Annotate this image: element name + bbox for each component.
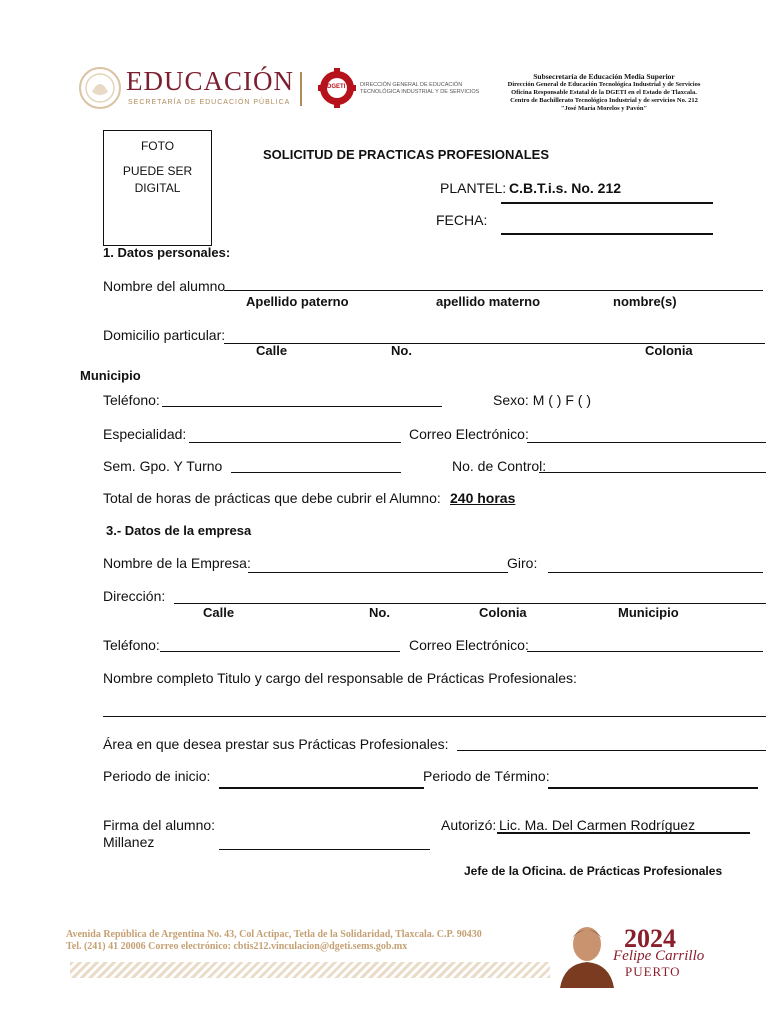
especialidad-label: Especialidad: <box>103 426 187 442</box>
especialidad-field[interactable] <box>189 442 401 443</box>
section-personal-data-heading: 1. Datos personales: <box>103 245 231 260</box>
control-field[interactable] <box>539 472 766 473</box>
horas-label: Total de horas de prácticas que debe cubrir el Alumno: <box>103 490 441 506</box>
inicio-field[interactable] <box>219 787 424 789</box>
millanez-text: Millanez <box>103 834 155 850</box>
right-header-line1: Subsecretaría de Educación Media Superior <box>533 72 675 81</box>
termino-field[interactable] <box>548 787 758 789</box>
giro-field[interactable] <box>548 572 763 573</box>
sexo-label[interactable]: Sexo: M ( ) F ( ) <box>493 392 591 408</box>
apellido-paterno-caption: Apellido paterno <box>246 294 349 309</box>
telefono-label: Teléfono: <box>103 392 160 408</box>
photo-box[interactable] <box>103 130 212 246</box>
photo-box-line2: PUEDE SER <box>122 164 193 178</box>
education-subtitle: SECRETARÍA DE EDUCACIÓN PÚBLICA <box>128 99 291 106</box>
emp-telefono-label: Teléfono: <box>103 637 160 653</box>
header-institution-block <box>498 73 710 113</box>
direccion-label: Dirección: <box>103 588 166 604</box>
correo-field[interactable] <box>527 442 766 443</box>
nombres-caption: nombre(s) <box>613 294 677 309</box>
photo-box-line1: FOTO <box>140 139 175 153</box>
telefono-field[interactable] <box>162 406 442 407</box>
right-header-line5: "José María Morelos y Pavón" <box>560 105 648 112</box>
portrait-illustration-icon <box>552 920 622 988</box>
emp-correo-field[interactable] <box>527 651 763 652</box>
area-field[interactable] <box>457 750 766 751</box>
dgeti-badge: DGETI <box>327 84 346 90</box>
right-header-line4: Centro de Bachillerato Tecnológico Industrial y de servicios No. 212 <box>510 97 698 104</box>
control-label: No. de Control: <box>452 458 547 474</box>
responsable-field[interactable] <box>103 716 766 717</box>
photo-box-line3: DIGITAL <box>134 181 181 195</box>
inicio-label: Periodo de inicio: <box>103 768 211 784</box>
footer-decorative-pattern <box>70 962 550 978</box>
autorizo-underline <box>497 832 750 834</box>
firma-field[interactable] <box>219 849 430 850</box>
sem-gpo-turno-label: Sem. Gpo. Y Turno <box>103 458 223 474</box>
emp-telefono-field[interactable] <box>160 651 400 652</box>
section-company-heading: 3.- Datos de la empresa <box>106 523 252 538</box>
dgeti-caption <box>360 82 479 96</box>
footer-contact: Tel. (241) 41 20006 Correo electrónico: cbtis212.vinculacion@dgeti.sems.gob.mx <box>66 941 408 952</box>
footer-felipe-carrillo: Felipe Carrillo <box>613 948 705 964</box>
domicilio-no-caption: No. <box>391 343 412 358</box>
autorizo-value: Lic. Ma. Del Carmen Rodríguez <box>499 817 696 833</box>
apellido-materno-caption: apellido materno <box>436 294 541 309</box>
dgeti-caption-line2: TECNOLÓGICA INDUSTRIAL Y DE SERVICIOS <box>360 89 480 95</box>
domicilio-calle-caption: Calle <box>256 343 288 358</box>
emp-correo-label: Correo Electrónico: <box>409 637 529 653</box>
termino-label: Periodo de Término: <box>423 768 550 784</box>
firma-label: Firma del alumno: <box>103 817 216 833</box>
empresa-field[interactable] <box>248 572 508 573</box>
mexico-coat-of-arms-icon <box>78 66 122 110</box>
nombre-label: Nombre del alumno <box>103 278 226 294</box>
empresa-label: Nombre de la Empresa: <box>103 555 251 571</box>
fecha-field[interactable] <box>501 233 713 235</box>
footer-address: Avenida República de Argentina No. 43, Col Actipac, Tetla de la Solidaridad, Tlaxcala. C.P. 90430 <box>66 929 482 940</box>
correo-label: Correo Electrónico: <box>409 426 529 442</box>
emp-calle-caption: Calle <box>203 605 235 620</box>
area-label: Área en que desea prestar sus Prácticas Profesionales: <box>103 736 449 752</box>
fecha-label: FECHA: <box>436 212 488 228</box>
plantel-value: C.B.T.i.s. No. 212 <box>509 180 622 196</box>
nombre-field[interactable] <box>224 290 763 291</box>
right-header-line3: Oficina Responsable Estatal de la DGETI en el Estado de Tlaxcala. <box>511 89 697 96</box>
domicilio-colonia-caption: Colonia <box>645 343 693 358</box>
form-title: SOLICITUD DE PRACTICAS PROFESIONALES <box>263 147 550 162</box>
plantel-label: PLANTEL: <box>440 180 507 196</box>
education-title: EDUCACIÓN <box>126 66 294 96</box>
domicilio-label: Domicilio particular: <box>103 327 226 343</box>
responsable-label: Nombre completo Titulo y cargo del responsable de Prácticas Profesionales: <box>103 670 577 686</box>
jefe-label: Jefe de la Oficina. de Prácticas Profesionales <box>464 864 723 878</box>
right-header-line2: Dirección General de Educación Tecnológica Industrial y de Servicios <box>507 81 701 88</box>
dgeti-caption-line1: DIRECCIÓN GENERAL DE EDUCACIÓN <box>360 82 463 88</box>
municipio-label: Municipio <box>80 368 141 383</box>
emp-municipio-caption: Municipio <box>618 605 679 620</box>
sem-gpo-turno-field[interactable] <box>231 472 401 473</box>
plantel-underline <box>501 202 713 204</box>
direccion-field[interactable] <box>174 603 766 604</box>
emp-no-caption: No. <box>369 605 390 620</box>
footer-puerto: PUERTO <box>625 964 681 979</box>
header-divider <box>300 72 302 106</box>
autorizo-label: Autorizó: <box>441 817 497 833</box>
horas-value: 240 horas <box>450 490 516 506</box>
footer-year: 2024 <box>624 924 676 953</box>
giro-label: Giro: <box>507 555 538 571</box>
emp-colonia-caption: Colonia <box>479 605 527 620</box>
